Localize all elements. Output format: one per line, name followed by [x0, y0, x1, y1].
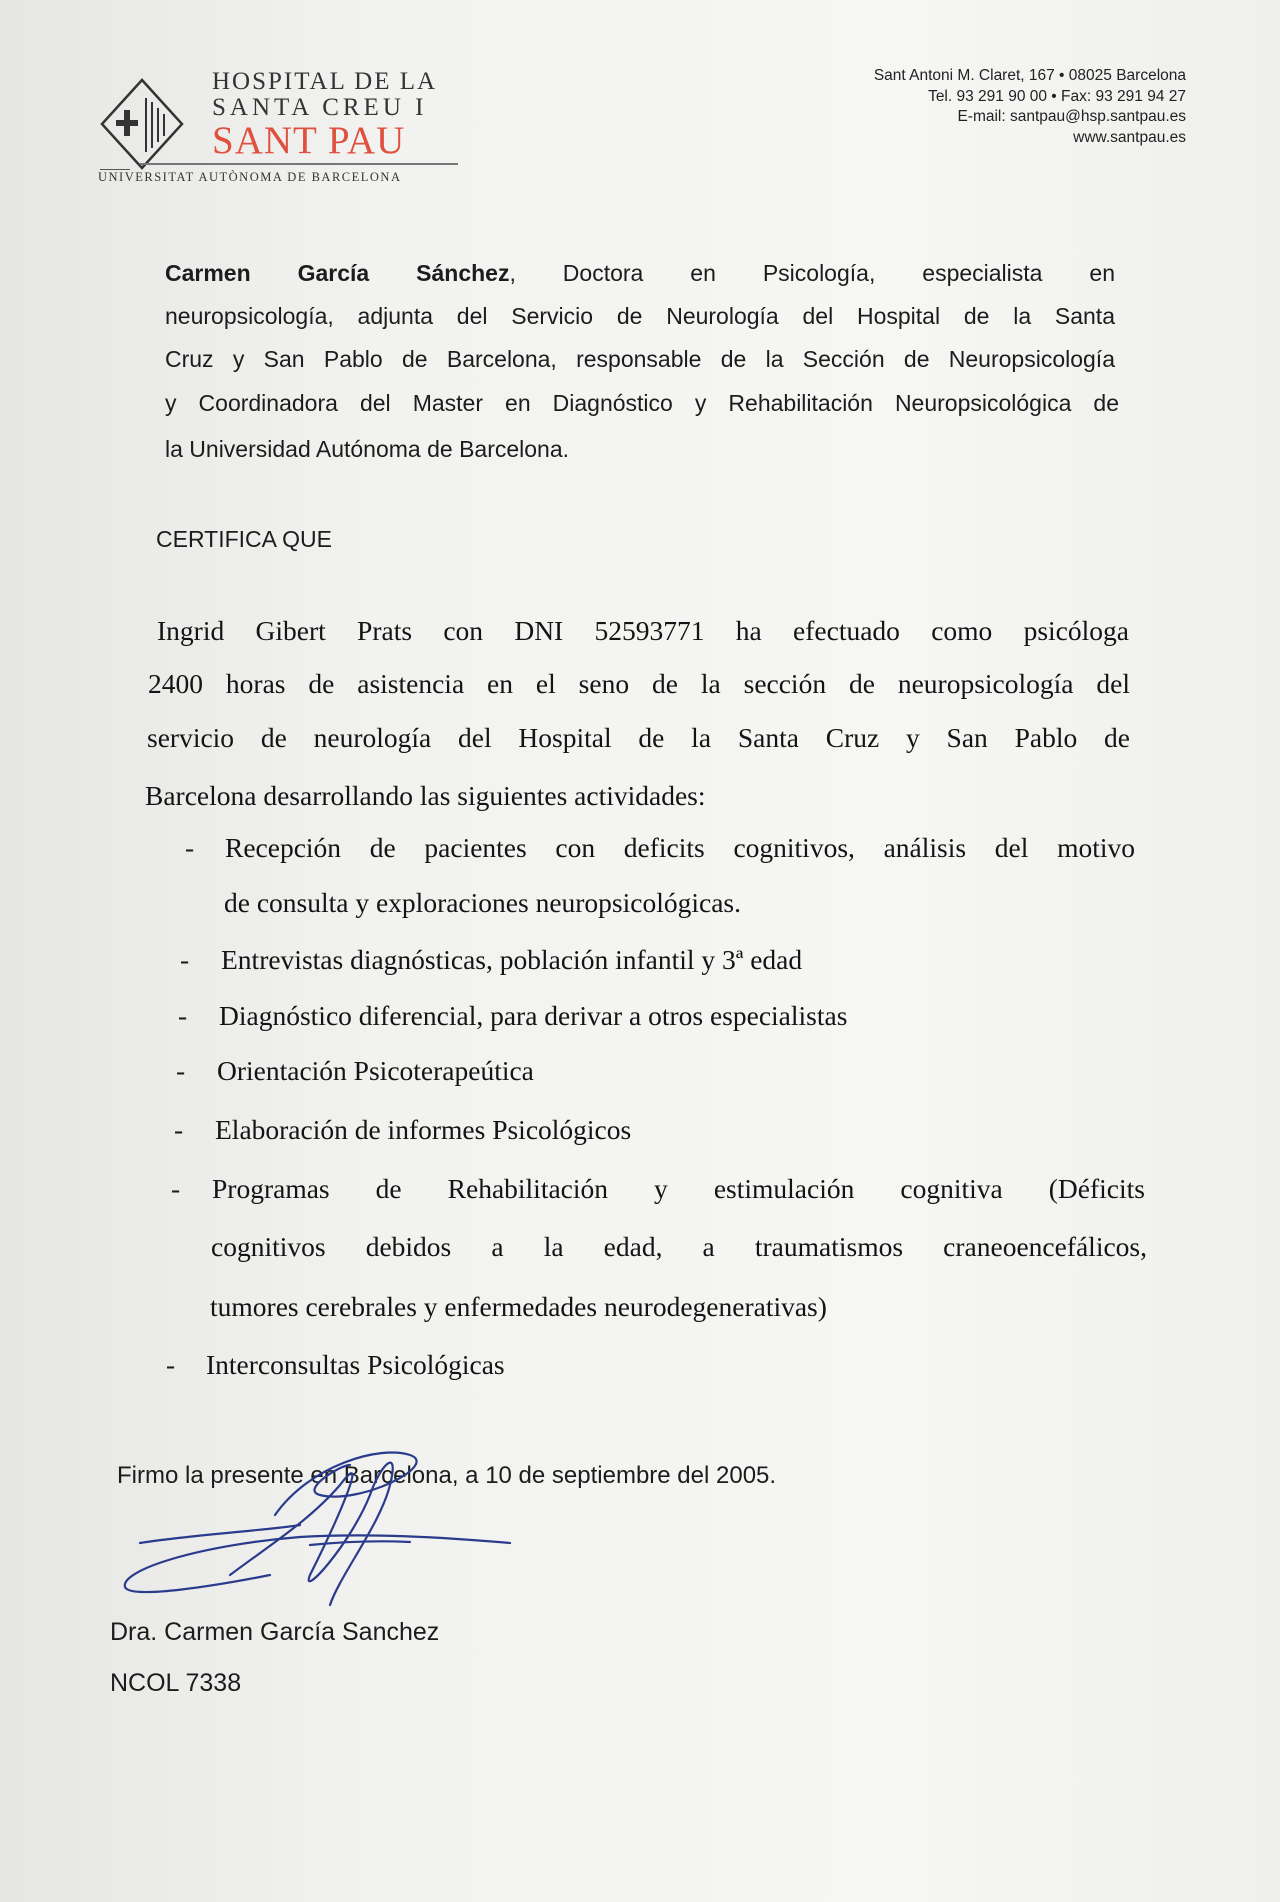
bullet-dash: - — [185, 832, 195, 863]
body-line: 2400 horas de asistencia en el seno de la sección de neuropsicología del — [148, 668, 1130, 699]
logo-line-3: SANT PAU — [212, 119, 406, 162]
activity-line: Orientación Psicoterapeútica — [217, 1055, 534, 1086]
logo-emblem-icon — [100, 78, 184, 170]
activity-line: de consulta y exploraciones neuropsicológicas. — [224, 887, 741, 918]
intro-line: y Coordinadora del Master en Diagnóstico y Rehabilitación Neuropsicológica de — [165, 390, 1119, 416]
certifica-heading: CERTIFICA QUE — [156, 526, 332, 552]
intro-line: Cruz y San Pablo de Barcelona, responsable de la Sección de Neuropsicología — [165, 346, 1115, 372]
address: Sant Antoni M. Claret, 167 • 08025 Barcelona — [873, 67, 1186, 84]
activity-line: Elaboración de informes Psicológicos — [215, 1114, 632, 1145]
bullet-dash: - — [171, 1173, 181, 1204]
email: E-mail: santpau@hsp.santpau.es — [957, 108, 1186, 125]
activity-line: tumores cerebrales y enfermedades neurodegenerativas) — [210, 1291, 827, 1322]
activity-line: Recepción de pacientes con deficits cognitivos, análisis del motivo — [225, 832, 1135, 863]
bullet-dash: - — [178, 1000, 188, 1031]
closing-line: Firmo la presente en Barcelona, a 10 de septiembre del 2005. — [117, 1462, 777, 1489]
ncol-number: NCOL 7338 — [110, 1669, 242, 1697]
logo-rule — [140, 163, 458, 165]
hospital-logo — [100, 68, 460, 186]
bullet-dash: - — [180, 944, 190, 975]
intro-line: la Universidad Autónoma de Barcelona. — [165, 436, 570, 462]
activity-line: Interconsultas Psicológicas — [206, 1349, 505, 1380]
bullet-dash: - — [174, 1114, 184, 1145]
logo-line-1: HOSPITAL DE LA — [212, 68, 438, 95]
bullet-dash: - — [166, 1349, 176, 1380]
phone-fax: Tel. 93 291 90 00 • Fax: 93 291 94 27 — [928, 87, 1186, 105]
body-line: servicio de neurología del Hospital de la Santa Cruz y San Pablo de — [147, 722, 1130, 753]
activity-line: Programas de Rehabilitación y estimulación cognitiva (Déficits — [212, 1173, 1145, 1204]
letterhead-contact — [874, 66, 1186, 148]
website: www.santpau.es — [1073, 128, 1186, 146]
body-line: Barcelona desarrollando las siguientes actividades: — [145, 780, 706, 811]
activity-line: Entrevistas diagnósticas, población infantil y 3ª edad — [221, 944, 803, 975]
signer-name: Dra. Carmen García Sanchez — [110, 1618, 440, 1646]
body-line: Ingrid Gibert Prats con DNI 52593771 ha efectuado como psicóloga — [157, 615, 1129, 646]
doctor-name: Carmen García Sánchez — [165, 260, 510, 286]
logo-line-2: SANTA CREU I — [212, 94, 428, 121]
activity-line: cognitivos debidos a la edad, a traumatismos craneoencefálicos, — [211, 1231, 1147, 1262]
activity-line: Diagnóstico diferencial, para derivar a otros especialistas — [219, 1000, 848, 1031]
handwritten-signature — [110, 1425, 530, 1625]
intro-line: neuropsicología, adjunta del Servicio de Neurología del Hospital de la Santa — [165, 303, 1115, 329]
intro-line: Carmen García Sánchez, Doctora en Psicología, especialista en — [165, 260, 1115, 286]
bullet-dash: - — [176, 1055, 186, 1086]
logo-university: UNIVERSITAT AUTÒNOMA DE BARCELONA — [98, 170, 402, 184]
